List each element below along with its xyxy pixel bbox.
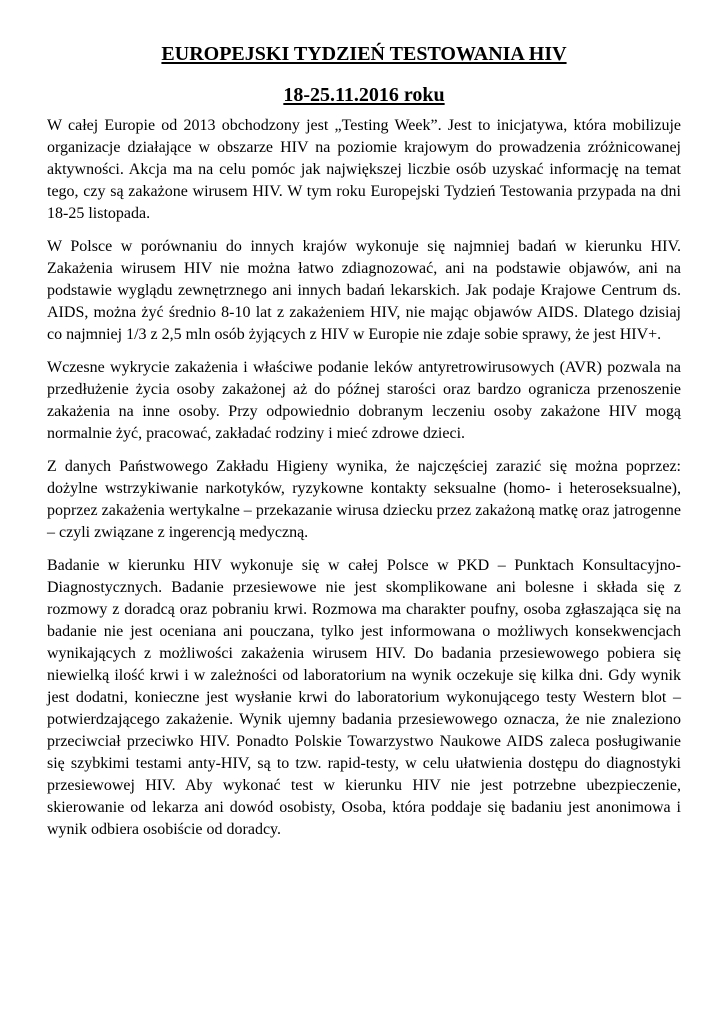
document-page (47, 40, 681, 852)
paragraph-poland: W Polsce w porównaniu do innych krajów wykonuje się najmniej badań w kierunku HIV. Zakażenia wirusem HIV nie można łatwo zdiagnozować, ani na podstawie objawów, ani na podstawie wyglądu zewnętrznego ani innych badań lekarskich. Jak podaje Krajowe Centrum ds. AIDS, można żyć średnio 8-10 lat z zakażeniem HIV, nie mając objawów AIDS. Dlatego dzisiaj co najmniej 1/3 z 2,5 mln osób żyjących z HIV w Europie nie zdaje sobie sprawy, że jest HIV+. (47, 238, 681, 343)
document-dates: 18-25.11.2016 roku (283, 84, 445, 106)
paragraph-transmission: Z danych Państwowego Zakładu Higieny wynika, że najczęściej zarazić się można poprzez: dożylne wstrzykiwanie narkotyków, ryzykowne kontakty seksualne (homo- i heteroseksualne), poprzez zakażenia wertykalne – przekazanie wirusa dziecku przez zakażoną matkę oraz jatrogenne – czyli związane z ingerencją medyczną. (47, 458, 681, 541)
paragraph-intro: W całej Europie od 2013 obchodzony jest „Testing Week”. Jest to inicjatywa, która mobilizuje organizacje działające w obszarze HIV na poziomie krajowym do prowadzenia zróżnicowanej aktywności. Akcja ma na celu pomóc jak największej liczbie osób uzyskać informację na temat tego, czy są zakażone wirusem HIV. W tym roku Europejski Tydzień Testowania przypada na dni 18-25 listopada. (47, 117, 681, 222)
paragraph-testing: Badanie w kierunku HIV wykonuje się w całej Polsce w PKD – Punktach Konsultacyjno-Diagnostycznych. Badanie przesiewowe nie jest skomplikowane ani bolesne i składa się z rozmowy z doradcą oraz pobraniu krwi. Rozmowa ma charakter poufny, osoba zgłaszająca się na badanie nie jest oceniana ani pouczana, tylko jest informowana o możliwych konsekwencjach wynikających z możliwości zakażenia wirusem HIV. Do badania przesiewowego pobiera się niewielką ilość krwi i w zależności od laboratorium na wynik oczekuje się kilka dni. Gdy wynik jest dodatni, konieczne jest wysłanie krwi do laboratorium wykonującego testy Western blot – potwierdzającego zakażenie. Wynik ujemny badania przesiewowego oznacza, że nie znaleziono przeciwciał przeciwko HIV. Ponadto Polskie Towarzystwo Naukowe AIDS zaleca posługiwanie się szybkimi testami anty-HIV, są to tzw. rapid-testy, w celu ułatwienia dostępu do diagnostyki przesiewowej HIV. Aby wykonać test w kierunku HIV nie jest potrzebne ubezpieczenie, skierowanie od lekarza ani dowód osobisty, Osoba, która poddaje się badaniu jest anonimowa i wynik odbiera osobiście od doradcy. (47, 557, 681, 838)
document-title: EUROPEJSKI TYDZIEŃ TESTOWANIA HIV (161, 43, 567, 65)
paragraph-early-detection: Wczesne wykrycie zakażenia i właściwe podanie leków antyretrowirusowych (AVR) pozwala na przedłużenie życia osoby zakażonej aż do późnej starości oraz bardzo ogranicza przenoszenie zakażenia na inne osoby. Przy odpowiednio dobranym leczeniu osoby zakażone HIV mogą normalnie żyć, pracować, zakładać rodziny i mieć zdrowe dzieci. (47, 359, 681, 442)
